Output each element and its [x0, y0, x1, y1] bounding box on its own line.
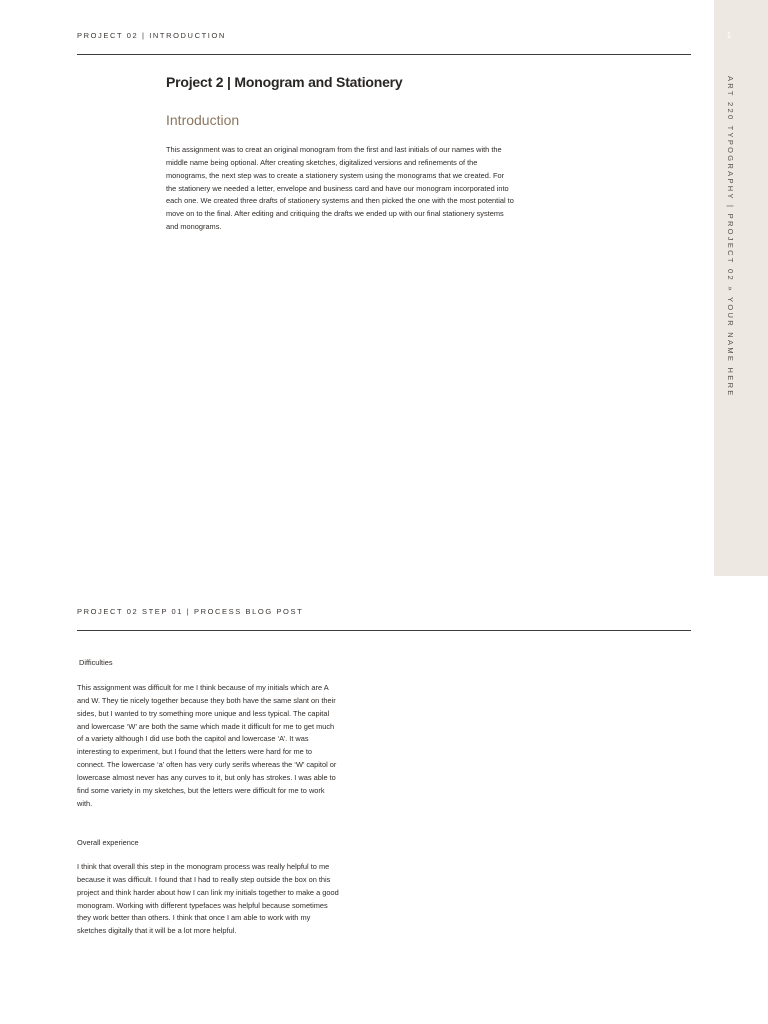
introduction-heading: Introduction	[166, 112, 240, 128]
sidebar-course-label: ART 220 TYPOGRAPHY | PROJECT 02 » YOUR NAME HERE	[726, 76, 735, 398]
difficulties-subhead: Difficulties	[79, 658, 113, 667]
top-divider	[77, 54, 691, 55]
page-title: Project 2 | Monogram and Stationery	[166, 74, 403, 90]
sidebar-band	[714, 0, 768, 576]
overall-experience-paragraph: I think that overall this step in the monogram process was really helpful to me because it was difficult. I found that I had to really step outside the box on this project and think harder about how I can link my initials together to make a good monogram. Working with different typefaces was helpful because sometimes they work better than others. I think that once I am able to work with my sketches digitally that it will be a lot more helpful.	[77, 862, 339, 936]
overall-experience-subhead: Overall experience	[77, 838, 139, 847]
bottom-divider	[77, 630, 691, 631]
top-section-header: PROJECT 02 | INTRODUCTION	[77, 31, 226, 40]
difficulties-paragraph: This assignment was difficult for me I think because of my initials which are A and W. They tie nicely together because they both have the same slant on their sides, but I wanted to try something more unique and less typical. The capital and lowercase ‘W’ are both the same which made it difficult for me to get much of a variety although I did use both the capitol and lowercase ‘A’. It was interesting to experiment, but I found that the letters were hard for me to connect. The lowercase ‘a’ often has very curly serifs whereas the ‘W’ capitol or lowercase almost never has any curves to it, but only has strokes. I was able to find some variety in my sketches, but the letters were difficult for me to work with.	[77, 683, 337, 808]
introduction-paragraph: This assignment was to creat an original monogram from the first and last initials of our names with the middle name being optional. After creating sketches, digitalized versions and refinements of the monograms, the next step was to create a stationery system using the monograms that we created. For the stationery we needed a letter, envelope and business card and have our monogram incorporated into each one. We created three drafts of stationery systems and then picked the one with the most potential to move on to the final. After editing and critiquing the drafts we ended up with our final stationery systems and monograms.	[166, 145, 514, 232]
page-number: 1	[726, 31, 732, 40]
bottom-section-header: PROJECT 02 STEP 01 | PROCESS BLOG POST	[77, 607, 304, 616]
